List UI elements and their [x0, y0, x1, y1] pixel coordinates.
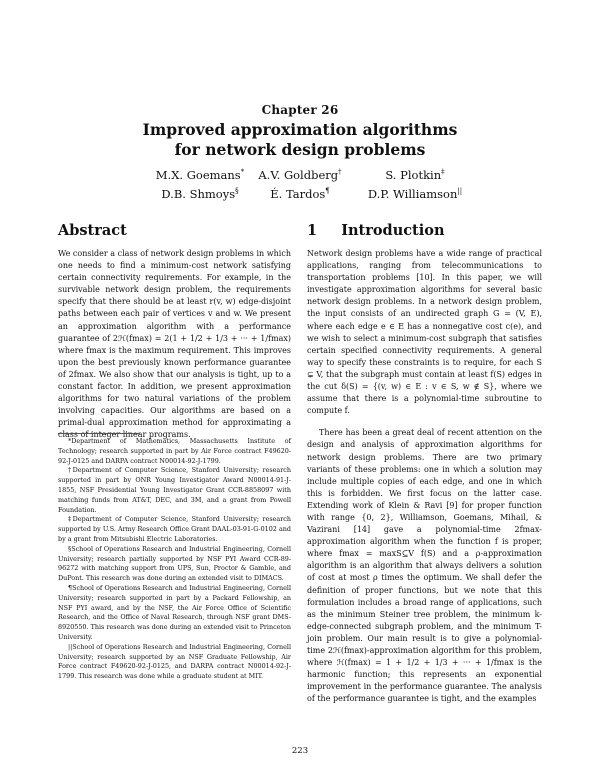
author-footnote-mark: ¶: [325, 187, 330, 196]
introduction-body: [307, 248, 542, 705]
abstract-body: [58, 248, 291, 442]
abstract-text: We consider a class of network design problems in which one needs to find a minimum-cost network satisfying certain connectivity requirements. For example, in the survivable network design problem, the requirements specify that there should be at least r(v, w) edge-disjoint paths between each pair of vertices v and w. We present an approximation algorithm with a performance guarantee of 2ℋ(fmax) = 2(1 + 1/2 + 1/3 + ··· + 1/fmax) where fmax is the maximum requirement. This improves upon the best previously known performance guarantee of 2fmax. We also show that our analysis is tight, up to a constant factor. In addition, we present approximation algorithms for two natural variations of the problem involving capacities. Our algorithms are based on a primal-dual approximation method for approximating a class of integer linear programs.: [58, 249, 291, 440]
intro-paragraph-2: There has been a great deal of recent attention on the design and analysis of approximation algorithms for network design problems. There are two primary variants of these problems: one in which a solution may include multiple copies of each edge, and one in which this is forbidden. We first focus on the latter case. Extending work of Klein & Ravi [9] for proper function with range {0, 2}, Williamson, Goemans, Mihail, & Vazirani [14] gave a polynomial-time 2fmax-approximation algorithm when the function f is proper, where fmax = maxS⊆V f(S) and a ρ-approximation algorithm is an algorithm that always delivers a solution of cost at most ρ times the optimum. We shall defer the definition of proper functions, but we note that this formulation includes a broad range of applications, such as the minimum Steiner tree problem, the minimum k-edge-connected subgraph problem, and the minimum T-join problem. Our main result is to give a polynomial-time 2ℋ(fmax)-approximation algorithm for this problem, where ℋ(fmax) = 1 + 1/2 + 1/3 + ··· + 1/fmax is the harmonic function; this represents an exponential improvement in the performance guarantee. The analysis of the performance guarantee is tight, and the examples: [307, 428, 542, 704]
introduction-heading: [307, 222, 444, 239]
abstract-heading: Abstract: [58, 222, 127, 239]
author-name: D.B. Shmoys: [161, 187, 236, 201]
footnote: *Department of Mathematics, Massachusetts Institute of Technology; research supported in part by Air Force contract F49620-92-J-0125 and DARPA contract N00014-92-J-1799.: [58, 437, 291, 465]
author-name: A.V. Goldberg: [258, 168, 339, 182]
footnotes: [58, 437, 291, 682]
author-goldberg: [240, 168, 360, 182]
section-title: Introduction: [341, 222, 445, 239]
paper-title: [0, 120, 600, 160]
author-footnote-mark: *: [240, 168, 245, 177]
footnote: ¶School of Operations Research and Industrial Engineering, Cornell University; research supported in part by a Packard Fellowship, an NSF PYI award, and by the NSF, the Air Force Office of Scientific Research, and the Office of Naval Research, through NSF grant DMS-8920550. This research was done during an extended visit to Princeton University.: [58, 583, 291, 641]
author-name: M.X. Goemans: [155, 168, 241, 182]
author-plotkin: [355, 168, 475, 182]
author-name: D.P. Williamson: [367, 187, 458, 201]
footnote: †Department of Computer Science, Stanford University; research supported in part by ONR Young Investigator Award N00014-91-J-1855, NSF Presidential Young Investigator Grant CCR-8858097 with matching funds from AT&T, DEC, and 3M, and a grant from Powell Foundation.: [58, 466, 291, 514]
footnote-rule: [58, 433, 140, 434]
page-number: 223: [291, 746, 309, 756]
author-williamson: [355, 187, 475, 201]
author-tardos: [240, 187, 360, 201]
intro-paragraph-1: Network design problems have a wide range of practical applications, ranging from telecommunications to transportation problems [10]. In this paper, we will investigate approximation algorithms for several basic network design problems. In a network design problem, the input consists of an undirected graph G = (V, E), where each edge e ∈ E has a nonnegative cost c(e), and we wish to select a minimum-cost subgraph that satisfies certain specified connectivity requirements. A general way to specify these constraints is to require, for each S ⊊ V, that the subgraph must contain at least f(S) edges in the cut δ(S) = {(v, w) ∈ E : v ∈ S, w ∉ S}, where we assume that there is a polynomial-time subroutine to compute f.: [307, 249, 542, 416]
chapter-label: Chapter 26: [261, 103, 339, 117]
footnote: §School of Operations Research and Industrial Engineering, Cornell University; research partially supported by NSF PYI Award CCR-89-96272 with matching support from UPS, Sun, Proctor & Gamble, and DuPont. This research was done during an extended visit to DIMACS.: [58, 544, 291, 583]
section-number: 1: [307, 222, 318, 239]
author-name: É. Tardos: [270, 187, 326, 201]
author-footnote-mark: †: [338, 168, 342, 177]
title-line-1: Improved approximation algorithms: [142, 120, 458, 139]
author-name: S. Plotkin: [385, 168, 442, 182]
footnote: ‡Department of Computer Science, Stanford University; research supported by U.S. Army Research Office Grant DAAL-03-91-G-0102 and by a grant from Mitsubishi Electric Laboratories.: [58, 515, 291, 543]
author-footnote-mark: §: [235, 187, 239, 196]
footnote: ||School of Operations Research and Industrial Engineering, Cornell University; research supported by an NSF Graduate Fellowship, Air Force contract F49620-92-J-0125, and DARPA contract N00014-92-J-1799. This research was done while a graduate student at MIT.: [58, 642, 291, 681]
title-line-2: for network design problems: [174, 140, 426, 159]
author-footnote-mark: ‡: [441, 168, 445, 177]
author-footnote-mark: ||: [457, 187, 463, 196]
